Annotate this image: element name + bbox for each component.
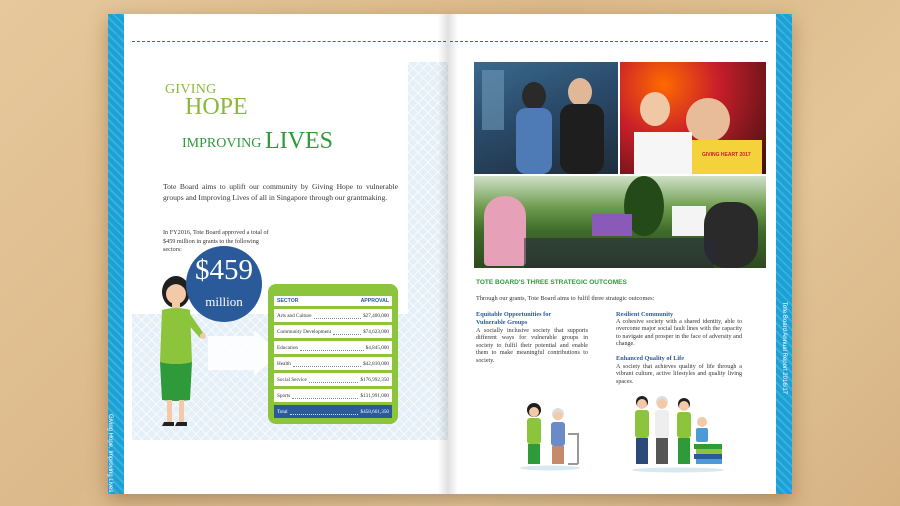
row-sector: Community Development [277, 328, 332, 335]
table-row [274, 325, 392, 338]
table-row [274, 309, 392, 322]
left-page [108, 14, 448, 494]
table-row [274, 373, 392, 386]
left-page-number: 40 [113, 34, 119, 40]
right-page [448, 14, 792, 494]
magazine-spread [108, 14, 792, 494]
outcome-3-title: Enhanced Quality of Life [616, 355, 685, 362]
fy2016-paragraph: In FY2016, Tote Board approved a total of $459 million in grants to the following sectors: [163, 229, 269, 253]
outcome-2-body: A cohesive society with a shared identity, able to overcome major social fault lines with the capacity to navigate and prosper in the face of adversity and change. [616, 319, 742, 348]
row-amount: $74,623,000 [363, 328, 389, 335]
book-gutter-shadow [438, 14, 458, 494]
table-total-row [274, 405, 392, 418]
row-amount: $27,400,000 [363, 312, 389, 319]
grants-table-card [268, 284, 398, 424]
shirt-text: GIVING HEART 2017 [702, 152, 751, 158]
left-strip-text: Giving Hope, Improving Lives [107, 414, 113, 493]
row-amount: $42,810,000 [363, 360, 389, 367]
table-row [274, 341, 392, 354]
right-edge-strip [776, 14, 792, 494]
bubble-amount: $459 [195, 254, 253, 286]
right-page-number: 41 [781, 34, 787, 40]
intro-paragraph: Tote Board aims to uplift our community by Giving Hope to vulnerable groups and Improving Lives of all in Singapore through our grantmaking. [163, 182, 398, 202]
table-row [274, 357, 392, 370]
amount-bubble [186, 246, 262, 322]
left-edge-strip [108, 14, 124, 494]
outcome-2-title: Resilient Community [616, 311, 674, 318]
title-hope: HOPE [185, 94, 248, 120]
outcome-1-title: Equitable Opportunities for Vulnerable Groups [476, 311, 552, 326]
row-sector: Arts and Culture [277, 312, 312, 319]
row-amount: $4,845,000 [365, 344, 389, 351]
row-sector: Social Service [277, 376, 307, 383]
photo-volunteers [474, 62, 618, 174]
table-header [274, 296, 392, 306]
photo-celebration [620, 62, 766, 174]
total-amount: $458,661,350 [360, 408, 389, 415]
title-improving: IMPROVING [182, 136, 262, 151]
family-illustration [628, 392, 728, 474]
title-giving: GIVING [165, 82, 217, 97]
caregiver-elderly-illustration [514, 400, 586, 472]
grants-table [274, 296, 392, 418]
header-sector: SECTOR [277, 298, 299, 304]
total-label: Total [277, 408, 288, 415]
outcome-3-body: A society that achieves quality of life through a vibrant culture, active lifestyles and quality living spaces. [616, 364, 742, 385]
row-amount: $131,991,000 [360, 392, 389, 399]
row-sector: Health [277, 360, 291, 367]
arrow-body [208, 336, 254, 370]
outcomes-intro: Through our grants, Tote Board aims to fulfil three strategic outcomes: [476, 295, 655, 302]
title-lives: LIVES [265, 128, 333, 154]
row-sector: Education [277, 344, 299, 351]
row-amount: $176,992,350 [360, 376, 389, 383]
outcomes-heading: TOTE BOARD'S THREE STRATEGIC OUTCOMES [476, 279, 627, 286]
photo-park-event [474, 176, 766, 268]
row-sector: Sports [277, 392, 291, 399]
top-dashed-rule-left [132, 41, 446, 42]
outcome-1-body: A socially inclusive society that supports different ways for vulnerable groups in society to fulfil their potential and enable them to make meaningful contributions to society. [476, 328, 588, 364]
table-row [274, 389, 392, 402]
right-strip-text: Tote Board Annual Report 2016/17 [781, 301, 787, 394]
top-dashed-rule-right [450, 41, 768, 42]
header-approval: APPROVAL [360, 298, 389, 304]
bubble-unit: million [205, 294, 243, 309]
